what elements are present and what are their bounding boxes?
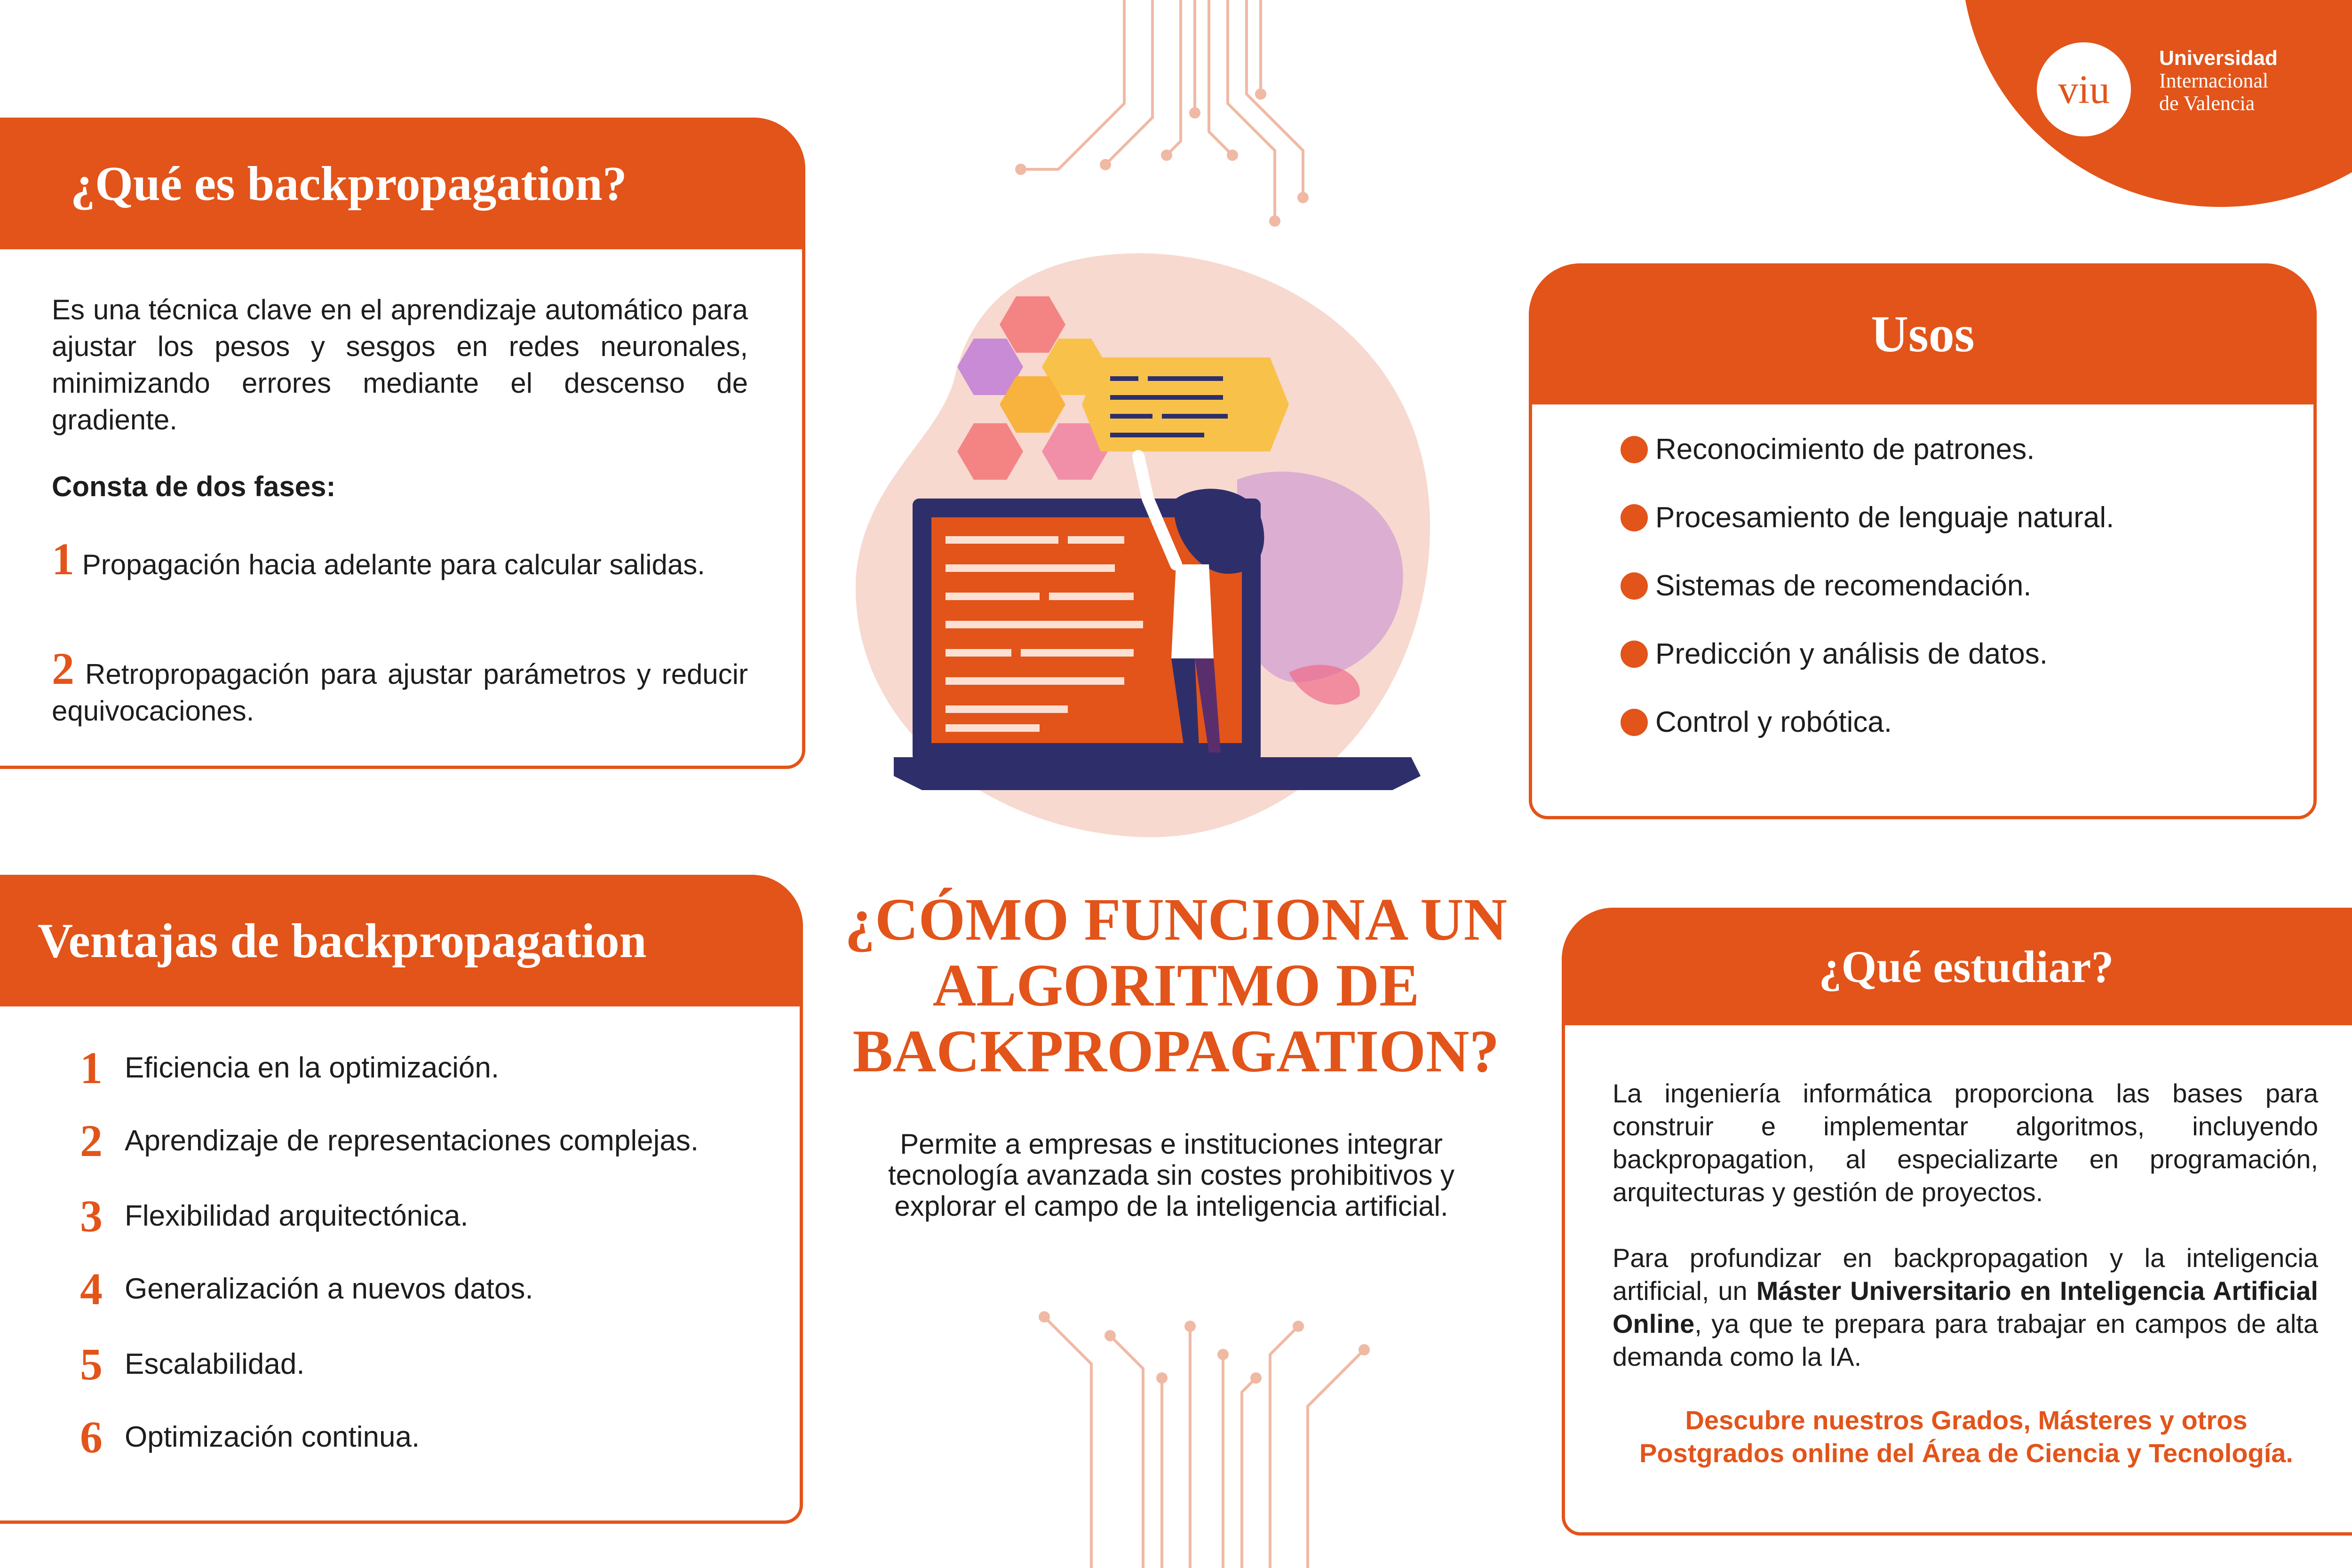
uses-item <box>1621 637 2048 671</box>
study-paragraph-2 <box>1613 1242 2318 1373</box>
advantage-number: 5 <box>80 1339 103 1389</box>
advantage-item <box>80 1115 699 1167</box>
advantage-text: Escalabilidad. <box>125 1348 305 1380</box>
phase-text: Propagación hacia adelante para calcular salidas. <box>82 549 705 580</box>
logo-line-2: Internacional <box>2159 69 2269 92</box>
logo[interactable] <box>2037 33 2338 127</box>
advantage-item <box>80 1042 499 1094</box>
bullet-icon <box>1621 504 1648 531</box>
advantage-number: 6 <box>80 1412 103 1462</box>
card-what-is-header <box>0 118 805 249</box>
uses-item <box>1621 501 2114 534</box>
study-cta-link[interactable]: Descubre nuestros Grados, Másteres y otros Postgrados online del Área de Ciencia y Tecnología. <box>1639 1405 2293 1468</box>
main-title-line-3: BACKPROPAGATION? <box>852 1018 1500 1085</box>
advantage-item <box>80 1411 420 1463</box>
phase-item <box>52 643 748 729</box>
card-uses-title: Usos <box>1871 305 1975 363</box>
advantage-text: Optimización continua. <box>125 1421 420 1453</box>
study-paragraph-1: La ingeniería informática proporciona las bases para construir e implementar algoritmos, incluyendo backpropagation, al especializarte en programación, arquitecturas y gestión de proyectos. <box>1613 1078 2318 1207</box>
main-title-line-2: ALGORITMO DE <box>932 952 1420 1019</box>
bullet-icon <box>1621 436 1648 463</box>
card-advantages-header <box>0 875 803 1006</box>
logo-line-1: Universidad <box>2159 47 2278 70</box>
study-paragraph-2-start: Para profundizar en backpropagation y la inteligencia artificial, un <box>1613 1243 2318 1306</box>
what-is-phases-label: Consta de dos fases: <box>52 471 336 502</box>
backpropagation-illustration <box>837 235 1449 847</box>
phase-number: 1 <box>52 534 74 584</box>
uses-item-text: Predicción y análisis de datos. <box>1655 638 2048 670</box>
advantage-text: Aprendizaje de representaciones complejas. <box>125 1125 699 1157</box>
card-study-header <box>1562 908 2352 1025</box>
advantage-number: 4 <box>80 1264 103 1314</box>
card-uses-header <box>1529 263 2317 404</box>
main-title <box>828 887 1524 1084</box>
study-master-name: Máster Universitario en Inteligencia Artificial Online <box>1613 1276 2318 1338</box>
uses-item-text: Sistemas de recomendación. <box>1655 570 2032 602</box>
main-subtitle: Permite a empresas e instituciones integrar tecnología avanzada sin costes prohibitivos y explorar el campo de la inteligencia artificial. <box>888 1128 1455 1222</box>
advantage-text: Eficiencia en la optimización. <box>125 1052 500 1084</box>
advantage-number: 1 <box>80 1043 103 1093</box>
phase-text: Retropropagación para ajustar parámetros y reducir equivocaciones. <box>52 658 748 727</box>
uses-item-text: Reconocimiento de patrones. <box>1655 433 2035 466</box>
uses-item-text: Control y robótica. <box>1655 706 1892 738</box>
uses-item <box>1621 705 1892 739</box>
study-paragraph-2-end: , ya que te prepara para trabajar en campos de alta demanda como la IA. <box>1613 1309 2318 1371</box>
phase-number: 2 <box>52 643 74 694</box>
logo-mark: viu <box>2058 67 2110 112</box>
advantage-text: Generalización a nuevos datos. <box>125 1273 533 1305</box>
circuit-decoration-bottom <box>1035 1307 1411 1568</box>
what-is-intro: Es una técnica clave en el aprendizaje automático para ajustar los pesos y sesgos en redes neuronales, minimizando errores mediante el descenso de gradiente. <box>52 294 748 436</box>
main-title-line-1: ¿CÓMO FUNCIONA UN <box>845 886 1507 953</box>
logo-mark-circle <box>2037 42 2131 136</box>
advantage-number: 2 <box>80 1116 103 1166</box>
card-what-is-title: ¿Qué es backpropagation? <box>71 156 627 211</box>
card-advantages-title: Ventajas de backpropagation <box>38 913 647 968</box>
advantage-item <box>80 1338 305 1390</box>
card-study-title: ¿Qué estudiar? <box>1819 941 2114 992</box>
bullet-icon <box>1621 709 1648 736</box>
uses-item-text: Procesamiento de lenguaje natural. <box>1655 501 2114 534</box>
bullet-icon <box>1621 572 1648 600</box>
advantage-item <box>80 1263 533 1315</box>
bullet-icon <box>1621 641 1648 668</box>
uses-item <box>1621 433 2034 466</box>
advantage-text: Flexibilidad arquitectónica. <box>125 1200 469 1232</box>
logo-line-3: de Valencia <box>2159 92 2255 115</box>
uses-item <box>1621 569 2032 602</box>
advantage-item <box>80 1190 469 1242</box>
phase-item <box>52 534 748 584</box>
circuit-decoration-top <box>1011 0 1364 235</box>
advantage-number: 3 <box>80 1191 103 1241</box>
